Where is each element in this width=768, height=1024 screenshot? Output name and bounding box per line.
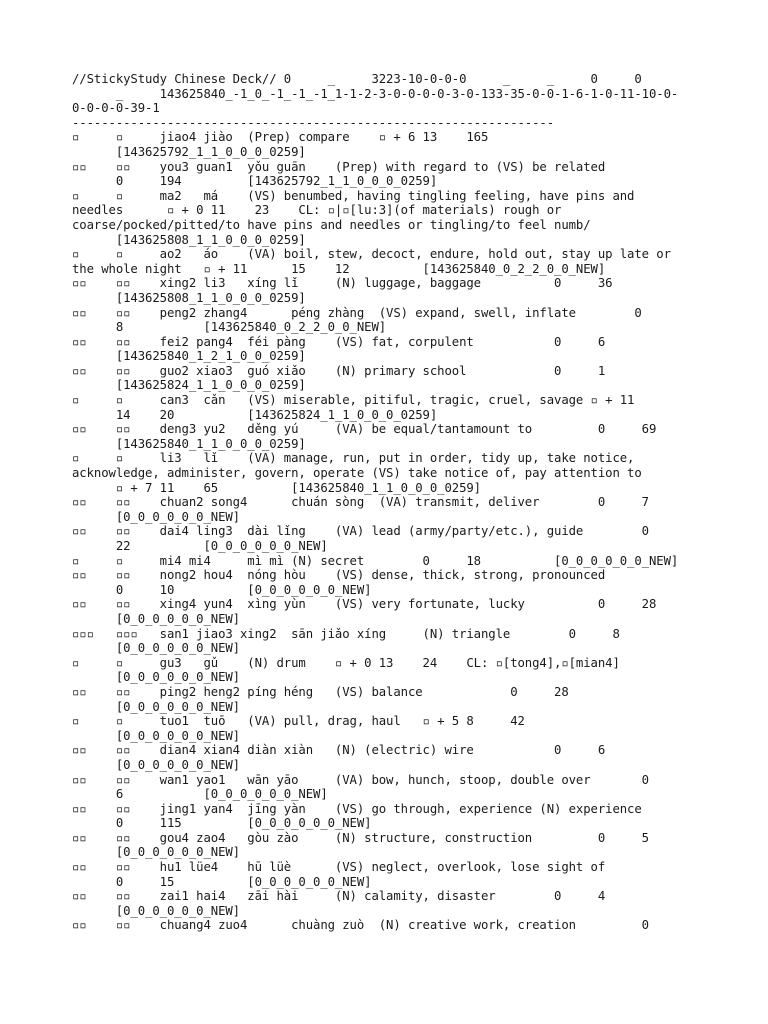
text-line: [0_0_0_0_0_0_NEW] <box>72 670 240 685</box>
text-line: ▫▫ ▫▫ chuang4 zuo4 chuàng zuò (N) creative work, creation 0 <box>72 918 649 933</box>
text-line: ▫▫ ▫▫ chuan2 song4 chuán sòng (VA) transmit, deliver 0 7 <box>72 495 649 510</box>
text-line: [0_0_0_0_0_0_NEW] <box>72 699 240 714</box>
text-line: 22 [0_0_0_0_0_0_NEW] <box>72 539 328 553</box>
text-line: 0 115 [0_0_0_0_0_0_NEW] <box>72 816 372 831</box>
document-body <box>72 72 696 933</box>
text-line: ▫▫ ▫▫ peng2 zhang4 péng zhàng (VS) expand, swell, inflate 0 <box>72 305 642 320</box>
text-line: ▫▫▫ ▫▫▫ san1 jiao3 xing2 sān jiǎo xíng (N) triangle 0 8 <box>72 626 620 641</box>
text-line: [0_0_0_0_0_0_NEW] <box>72 641 240 656</box>
text-line: ------------------------------------------------------------------ <box>72 115 555 130</box>
text-line: 0 10 [0_0_0_0_0_0_NEW] <box>72 582 372 597</box>
text-line: coarse/pocked/pitted/to have pins and needles or tingling/to feel numb/ <box>72 217 591 232</box>
text-line: _ 143625840_-1_0_-1_-1_-1_1-1-2-3-0-0-0-0-3-0-133-35-0-0-1-6-1-0-11-10-0- <box>72 86 679 101</box>
text-line: [143625840_1_2_1_0_0_0259] <box>72 349 306 364</box>
text-line: ▫▫ ▫▫ you3 guan1 yǒu guān (Prep) with regard to (VS) be related <box>72 159 606 174</box>
text-line: 8 [143625840_0_2_2_0_0_NEW] <box>72 320 387 335</box>
text-line: ▫▫ ▫▫ wan1 yao1 wān yāo (VA) bow, hunch, stoop, double over 0 <box>72 772 649 787</box>
text-line: 0 194 [143625792_1_1_0_0_0_0259] <box>72 174 438 189</box>
text-line: [0_0_0_0_0_0_NEW] <box>72 728 240 743</box>
text-line: ▫▫ ▫▫ gou4 zao4 gòu zào (N) structure, construction 0 5 <box>72 830 649 845</box>
text-line: [0_0_0_0_0_0_NEW] <box>72 757 240 772</box>
text-line: acknowledge, administer, govern, operate (VS) take notice of, pay attention to <box>72 466 642 481</box>
text-line: needles ▫ + 0 11 23 CL: ▫|▫[lu:3](of materials) rough or <box>72 203 562 218</box>
text-line: ▫▫ ▫▫ dian4 xian4 diàn xiàn (N) (electric) wire 0 6 <box>72 743 606 758</box>
text-line: [143625808_1_1_0_0_0_0259] <box>72 290 306 305</box>
text-line: ▫▫ ▫▫ zai1 hai4 zāi hài (N) calamity, disaster 0 4 <box>72 889 606 904</box>
text-line: //StickyStudy Chinese Deck// 0 _ 3223-10-0-0-0 _ _ 0 0 <box>72 72 642 86</box>
text-line: ▫▫ ▫▫ hu1 lüe4 hū lüè (VS) neglect, overlook, lose sight of <box>72 860 606 875</box>
text-line: ▫▫ ▫▫ jing1 yan4 jīng yàn (VS) go through, experience (N) experience <box>72 801 642 816</box>
text-line: ▫▫ ▫▫ dai4 ling3 dài lǐng (VA) lead (army/party/etc.), guide 0 <box>72 524 649 539</box>
text-line: ▫▫ ▫▫ xing2 li3 xíng lǐ (N) luggage, baggage 0 36 <box>72 276 613 291</box>
text-line: [143625792_1_1_0_0_0_0259] <box>72 144 306 159</box>
text-line: ▫▫ ▫▫ fei2 pang4 féi pàng (VS) fat, corpulent 0 6 <box>72 334 606 349</box>
text-line: ▫ ▫ jiao4 jiào (Prep) compare ▫ + 6 13 165 <box>72 130 489 145</box>
text-line: ▫▫ ▫▫ xing4 yun4 xìng yùn (VS) very fortunate, lucky 0 28 <box>72 597 657 612</box>
text-line: ▫ ▫ mi4 mi4 mì mì (N) secret 0 18 [0_0_0_0_0_0_NEW] <box>72 553 679 568</box>
text-line: ▫ ▫ ma2 má (VS) benumbed, having tingling feeling, have pins and <box>72 188 635 203</box>
text-line: ▫▫ ▫▫ ping2 heng2 píng héng (VS) balance 0 28 <box>72 684 569 699</box>
text-line: ▫▫ ▫▫ guo2 xiao3 guó xiǎo (N) primary school 0 1 <box>72 363 606 378</box>
text-line: [143625840_1_1_0_0_0_0259] <box>72 436 306 451</box>
text-line: [0_0_0_0_0_0_NEW] <box>72 611 240 626</box>
text-line: the whole night ▫ + 11 15 12 [143625840_0_2_2_0_0_NEW] <box>72 261 606 276</box>
text-line: ▫▫ ▫▫ deng3 yu2 děng yú (VA) be equal/tantamount to 0 69 <box>72 422 657 437</box>
text-line: 6 [0_0_0_0_0_0_NEW] <box>72 787 328 802</box>
text-line: ▫ ▫ ao2 áo (VA) boil, stew, decoct, endure, hold out, stay up late or <box>72 247 671 262</box>
text-line: 0 15 [0_0_0_0_0_0_NEW] <box>72 874 372 889</box>
text-line: ▫ ▫ tuo1 tuō (VA) pull, drag, haul ▫ + 5 8 42 <box>72 714 525 729</box>
text-line: [0_0_0_0_0_0_NEW] <box>72 845 240 860</box>
text-line: ▫ + 7 11 65 [143625840_1_1_0_0_0_0259] <box>72 480 481 495</box>
text-line: ▫ ▫ gu3 gǔ (N) drum ▫ + 0 13 24 CL: ▫[tong4],▫[mian4] <box>72 655 620 670</box>
text-line: ▫▫ ▫▫ nong2 hou4 nóng hòu (VS) dense, thick, strong, pronounced <box>72 568 606 583</box>
text-line: [0_0_0_0_0_0_NEW] <box>72 903 240 918</box>
text-line: [143625824_1_1_0_0_0_0259] <box>72 378 306 393</box>
text-line: ▫ ▫ can3 cǎn (VS) miserable, pitiful, tragic, cruel, savage ▫ + 11 <box>72 393 635 408</box>
text-line: [143625808_1_1_0_0_0_0259] <box>72 232 306 247</box>
text-line: 14 20 [143625824_1_1_0_0_0_0259] <box>72 407 438 422</box>
text-line: ▫ ▫ li3 lǐ (VA) manage, run, put in order, tidy up, take notice, <box>72 451 635 466</box>
text-line: [0_0_0_0_0_0_NEW] <box>72 509 240 524</box>
text-line: 0-0-0-0-39-1 <box>72 101 160 116</box>
